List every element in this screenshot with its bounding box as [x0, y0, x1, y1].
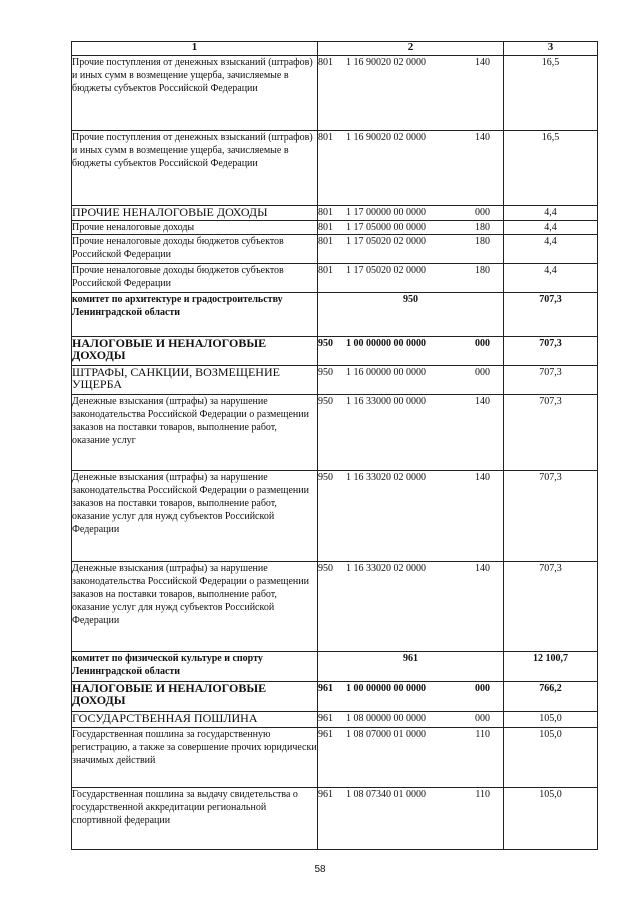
row-code — [318, 728, 504, 788]
row-code — [318, 471, 504, 562]
row-code — [318, 206, 504, 221]
row-subcode: 000 — [475, 338, 490, 349]
row-name: ПРОЧИЕ НЕНАЛОГОВЫЕ ДОХОДЫ — [72, 206, 318, 221]
row-kbk: 1 08 07000 01 0000 — [346, 729, 426, 740]
row-kbk: 1 16 90020 02 0000 — [346, 57, 426, 68]
row-kbk: 1 08 00000 00 0000 — [346, 713, 426, 724]
row-kbk: 1 16 90020 02 0000 — [346, 132, 426, 143]
row-code — [318, 788, 504, 850]
row-subcode: 180 — [475, 236, 490, 247]
committee-amount: 707,3 — [504, 293, 598, 337]
row-code — [318, 337, 504, 366]
row-amount: 707,3 — [504, 562, 598, 652]
row-name: Денежные взыскания (штрафы) за нарушение законодательства Российской Федерации о размещении заказов на поставки товаров, выполнение работ, оказание услуг для нужд субъектов Российской Федерации — [72, 471, 318, 562]
table-row — [72, 337, 598, 366]
row-subcode: 140 — [475, 132, 490, 143]
row-admin: 801 — [318, 132, 333, 143]
table-row — [72, 221, 598, 235]
row-kbk: 1 16 33020 02 0000 — [346, 472, 426, 483]
row-kbk: 1 17 05020 02 0000 — [346, 265, 426, 276]
revenue-table — [71, 41, 598, 850]
row-admin: 801 — [318, 236, 333, 247]
row-admin: 950 — [318, 472, 333, 483]
row-admin: 801 — [318, 207, 333, 218]
row-name: Прочие поступления от денежных взысканий (штрафов) и иных сумм в возмещение ущерба, зачисляемые в бюджеты субъектов Российской Федерации — [72, 131, 318, 206]
row-amount: 707,3 — [504, 366, 598, 395]
row-admin: 950 — [318, 396, 333, 407]
table-row — [72, 131, 598, 206]
committee-admin-code: 961 — [318, 652, 504, 682]
row-kbk: 1 16 00000 00 0000 — [346, 367, 426, 378]
row-name: Прочие неналоговые доходы — [72, 221, 318, 235]
table-row — [72, 395, 598, 471]
row-admin: 801 — [318, 265, 333, 276]
row-name: ГОСУДАРСТВЕННАЯ ПОШЛИНА — [72, 712, 318, 728]
row-admin: 801 — [318, 57, 333, 68]
row-code — [318, 712, 504, 728]
row-admin: 950 — [318, 563, 333, 574]
committee-name: комитет по архитектуре и градостроительству Ленинградской области — [72, 293, 318, 337]
row-code — [318, 562, 504, 652]
row-code — [318, 682, 504, 712]
row-subcode: 140 — [475, 57, 490, 68]
header-col-3: 3 — [504, 42, 598, 56]
table-row — [72, 788, 598, 850]
row-amount: 766,2 — [504, 682, 598, 712]
row-admin: 950 — [318, 367, 333, 378]
row-name: НАЛОГОВЫЕ И НЕНАЛОГОВЫЕ ДОХОДЫ — [72, 682, 318, 712]
row-admin: 961 — [318, 713, 333, 724]
row-amount: 16,5 — [504, 56, 598, 131]
row-amount: 707,3 — [504, 471, 598, 562]
row-admin: 961 — [318, 729, 333, 740]
row-subcode: 110 — [475, 729, 490, 740]
row-kbk: 1 00 00000 00 0000 — [346, 338, 426, 349]
row-admin: 950 — [318, 338, 333, 349]
header-col-1: 1 — [72, 42, 318, 56]
table-row — [72, 206, 598, 221]
row-subcode: 000 — [475, 207, 490, 218]
row-name: ШТРАФЫ, САНКЦИИ, ВОЗМЕЩЕНИЕ УЩЕРБА — [72, 366, 318, 395]
committee-amount: 12 100,7 — [504, 652, 598, 682]
row-code — [318, 235, 504, 264]
row-admin: 961 — [318, 789, 333, 800]
row-name: Денежные взыскания (штрафы) за нарушение законодательства Российской Федерации о размещении заказов на поставки товаров, выполнение работ, оказание услуг — [72, 395, 318, 471]
row-name: Денежные взыскания (штрафы) за нарушение законодательства Российской Федерации о размещении заказов на поставки товаров, выполнение работ, оказание услуг для нужд субъектов Российской Федерации — [72, 562, 318, 652]
table-row — [72, 728, 598, 788]
row-amount: 105,0 — [504, 728, 598, 788]
row-subcode: 180 — [475, 265, 490, 276]
row-amount: 16,5 — [504, 131, 598, 206]
row-kbk: 1 17 05000 00 0000 — [346, 222, 426, 233]
committee-row — [72, 293, 598, 337]
row-name: Государственная пошлина за государственную регистрацию, а также за совершение прочих юридически значимых действий — [72, 728, 318, 788]
row-code — [318, 221, 504, 235]
row-kbk: 1 16 33020 02 0000 — [346, 563, 426, 574]
row-kbk: 1 16 33000 00 0000 — [346, 396, 426, 407]
row-subcode: 140 — [475, 472, 490, 483]
committee-name: комитет по физической культуре и спорту Ленинградской области — [72, 652, 318, 682]
table-row — [72, 682, 598, 712]
table-row — [72, 56, 598, 131]
row-amount: 105,0 — [504, 712, 598, 728]
row-amount: 707,3 — [504, 395, 598, 471]
header-row — [72, 42, 598, 56]
row-amount: 707,3 — [504, 337, 598, 366]
row-amount: 4,4 — [504, 235, 598, 264]
row-name: Прочие неналоговые доходы бюджетов субъектов Российской Федерации — [72, 264, 318, 293]
row-kbk: 1 08 07340 01 0000 — [346, 789, 426, 800]
table-row — [72, 264, 598, 293]
table-row — [72, 366, 598, 395]
row-amount: 105,0 — [504, 788, 598, 850]
row-amount: 4,4 — [504, 221, 598, 235]
header-col-2: 2 — [318, 42, 504, 56]
page-number: 58 — [314, 864, 326, 875]
row-name: Прочие неналоговые доходы бюджетов субъектов Российской Федерации — [72, 235, 318, 264]
row-subcode: 000 — [475, 713, 490, 724]
row-kbk: 1 17 05020 02 0000 — [346, 236, 426, 247]
committee-admin-code: 950 — [318, 293, 504, 337]
row-code — [318, 395, 504, 471]
row-subcode: 000 — [475, 367, 490, 378]
row-amount: 4,4 — [504, 206, 598, 221]
row-code — [318, 56, 504, 131]
row-subcode: 110 — [475, 789, 490, 800]
row-code — [318, 264, 504, 293]
row-subcode: 180 — [475, 222, 490, 233]
row-admin: 801 — [318, 222, 333, 233]
row-code — [318, 366, 504, 395]
row-kbk: 1 00 00000 00 0000 — [346, 683, 426, 694]
row-subcode: 140 — [475, 396, 490, 407]
row-amount: 4,4 — [504, 264, 598, 293]
table-row — [72, 712, 598, 728]
row-kbk: 1 17 00000 00 0000 — [346, 207, 426, 218]
table-row — [72, 562, 598, 652]
row-name: Государственная пошлина за выдачу свидетельства о государственной аккредитации региональной спортивной федерации — [72, 788, 318, 850]
row-subcode: 140 — [475, 563, 490, 574]
row-code — [318, 131, 504, 206]
table-row — [72, 235, 598, 264]
row-admin: 961 — [318, 683, 333, 694]
table-row — [72, 471, 598, 562]
committee-row — [72, 652, 598, 682]
row-name: НАЛОГОВЫЕ И НЕНАЛОГОВЫЕ ДОХОДЫ — [72, 337, 318, 366]
row-subcode: 000 — [475, 683, 490, 694]
row-name: Прочие поступления от денежных взысканий (штрафов) и иных сумм в возмещение ущерба, зачисляемые в бюджеты субъектов Российской Федерации — [72, 56, 318, 131]
